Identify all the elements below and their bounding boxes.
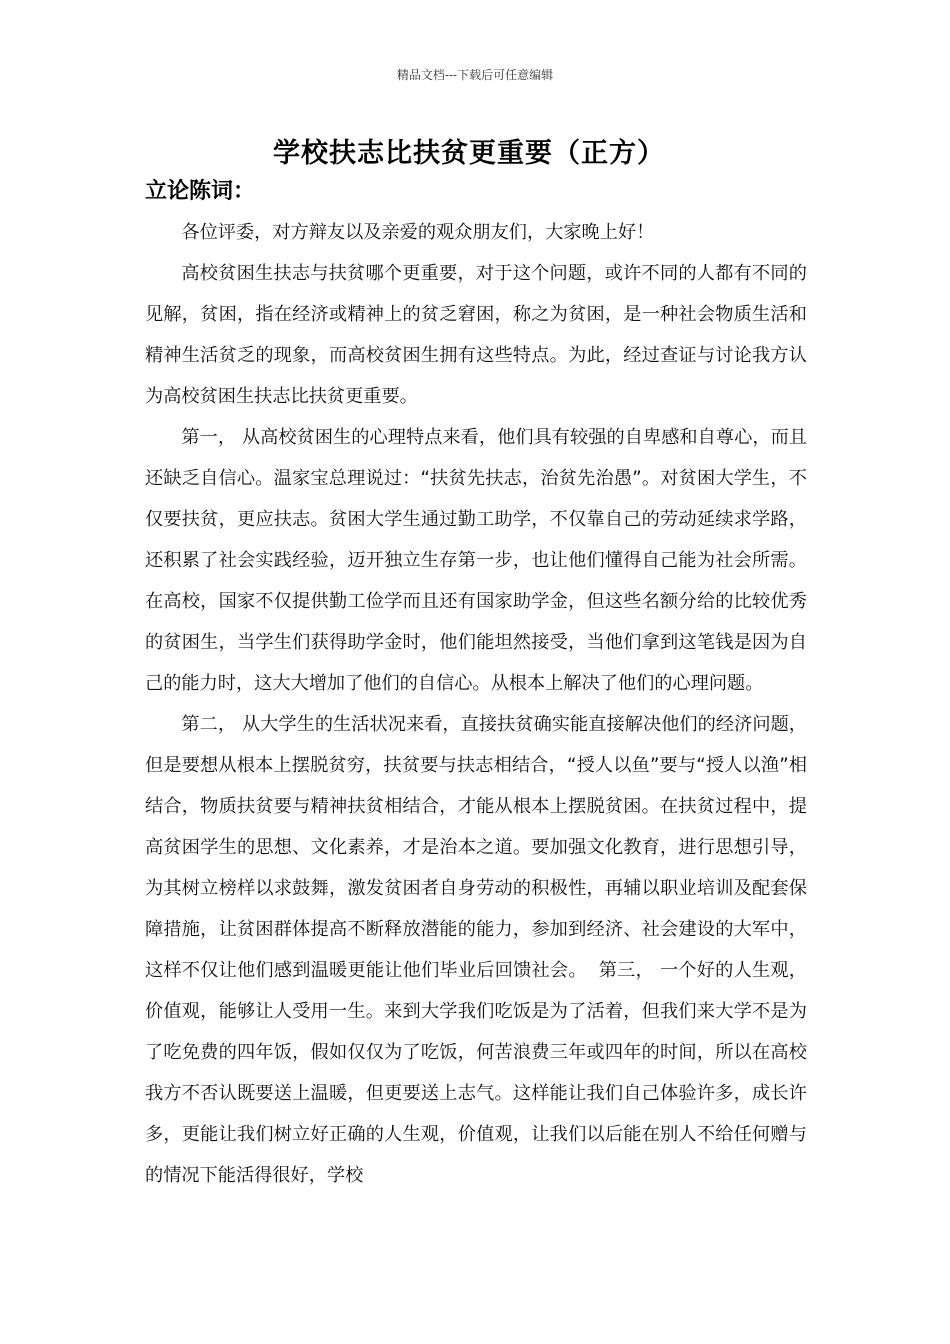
paragraph-point-two-text: 第二， 从大学生的生活状况来看，直接扶贫确实能直接解决他们的经济问题，但是要想从根本上摆脱贫穷，扶贫要与扶志相结合，“授人以鱼”要与“授人以渔”相结合，物质扶贫要与精神扶贫相结合，才能从根本上摆脱贫困。在扶贫过程中，提高贫困学生的思想、文化素养，才是治本之道。要加强文化教育，进行思想引导，为其树立榜样以求鼓舞，激发贫困者自身劳动的积极性，再辅以职业培训及配套保障措施，让贫困群体提高不断释放潜能的能力，参加到经济、社会建设的大军中，这样不仅让他们感到温暖更能让他们毕业后回馈社会。 [145,714,807,981]
header-note: 精品文档---下载后可任意编辑 [396,68,554,82]
document-body [145,212,807,1196]
paragraph-greeting: 各位评委，对方辩友以及亲爱的观众朋友们，大家晚上好！ [181,222,655,243]
document-title: 学校扶志比扶贫更重要（正方） [273,138,665,169]
section-heading: 立论陈词： [145,179,256,204]
paragraph-point-one: 第一， 从高校贫困生的心理特点来看，他们具有较强的自卑感和自尊心，而且还缺乏自信心。温家宝总理说过：“扶贫先扶志，治贫先治愚”。对贫困大学生，不仅要扶贫，更应扶志。贫困大学生通过勤工助学，不仅靠自己的劳动延续求学路，还积累了社会实践经验，迈开独立生存第一步，也让他们懂得自己能为社会所需。在高校，国家不仅提供勤工俭学而且还有国家助学金，但这些名额分给的比较优秀的贫困生，当学生们获得助学金时，他们能坦然接受，当他们拿到这笔钱是因为自己的能力时，这大大增加了他们的自信心。从根本上解决了他们的心理问题。 [145,427,807,694]
paragraph-point-two [145,704,807,1196]
paragraph-point-three-text: 第三， 一个好的人生观，价值观，能够让人受用一生。来到大学我们吃饭是为了活着，但我们来大学不是为了吃免费的四年饭，假如仅仅为了吃饭，何苦浪费三年或四年的时间，所以在高校我方不否认既要送上温暖，但更要送上志气。这样能让我们自己体验许多，成长许多，更能让我们树立好正确的人生观，价值观，让我们以后能在别人不给任何赠与的情况下能活得很好，学校 [145,960,807,1186]
paragraph-introduction: 高校贫困生扶志与扶贫哪个更重要，对于这个问题，或许不同的人都有不同的见解，贫困，指在经济或精神上的贫乏窘困，称之为贫困，是一种社会物质生活和精神生活贫乏的现象，而高校贫困生拥有这些特点。为此，经过查证与讨论我方认为高校贫困生扶志比扶贫更重要。 [145,263,807,407]
